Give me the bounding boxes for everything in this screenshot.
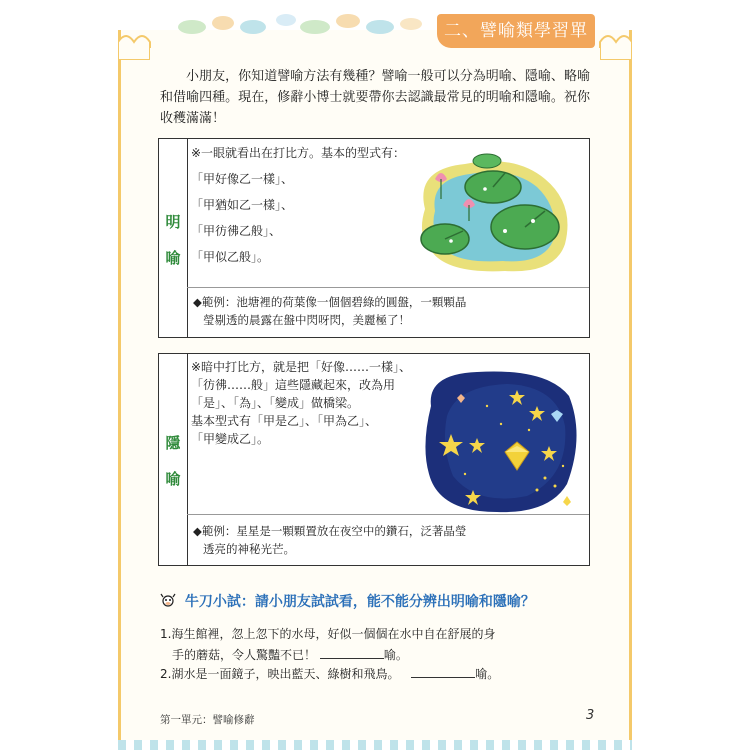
simile-example bbox=[193, 293, 581, 329]
metaphor-example bbox=[193, 522, 581, 558]
simile-form-1: 「甲好像乙一樣」、 bbox=[191, 172, 294, 186]
metaphor-example-line-1: ◆範例：星星是一顆顆置放在夜空中的鑽石，泛著晶瑩 bbox=[193, 524, 467, 538]
metaphor-line-5: 「甲變成乙」。 bbox=[191, 432, 270, 446]
simile-label-char-1: 明 bbox=[165, 213, 181, 231]
page-number: 3 bbox=[586, 708, 595, 723]
simile-form-3: 「甲彷彿乙般」、 bbox=[191, 224, 282, 238]
question-1-answer-blank[interactable] bbox=[320, 646, 384, 659]
question-1-suffix: 喻。 bbox=[383, 648, 408, 662]
metaphor-line-3: 「是」、「為」、「變成」做橋梁。 bbox=[191, 396, 360, 410]
question-1-line-2: 手的蘑菇，令人驚豔不已！ bbox=[172, 648, 317, 662]
metaphor-divider bbox=[187, 514, 589, 515]
simile-example-line-2: 瑩剔透的晨露在盤中閃呀閃，美麗極了！ bbox=[203, 313, 410, 327]
simile-form-2: 「甲猶如乙一樣」、 bbox=[191, 198, 294, 212]
metaphor-example-line-2: 透亮的神秘光芒。 bbox=[203, 542, 295, 556]
metaphor-side-column bbox=[159, 354, 188, 565]
simile-example-line-1: ◆範例：池塘裡的荷葉像一個個碧綠的圓盤，一顆顆晶 bbox=[193, 295, 467, 309]
metaphor-line-2: 「彷彿……般」這些隱藏起來，改為用 bbox=[191, 378, 396, 392]
intro-paragraph: 小朋友，你知道譬喻方法有幾種？譬喻一般可以分為明喻、隱喻、略喻和借喻四種。現在，修辭小博士就要帶你去認識最常見的明喻和隱喻。祝你收穫滿滿！ bbox=[160, 69, 590, 126]
question-1 bbox=[160, 624, 590, 666]
simile-divider bbox=[187, 287, 589, 288]
question-2-answer-blank[interactable] bbox=[411, 665, 475, 678]
simile-side-column bbox=[159, 139, 188, 337]
metaphor-line-4: 基本型式有「甲是乙」、「甲為乙」、 bbox=[191, 414, 378, 428]
trial-title: 牛刀小試：請小朋友試試看，能不能分辨出明喻和隱喻？ bbox=[184, 594, 535, 610]
worksheet-title-tab: 二、譬喻類學習單 bbox=[437, 14, 595, 48]
metaphor-label-char-1: 隱 bbox=[165, 434, 181, 452]
cow-icon bbox=[160, 592, 176, 608]
bottom-stripe-decoration bbox=[118, 740, 632, 750]
simile-lead: ※一眼就看出在打比方。基本的型式有： bbox=[191, 146, 406, 160]
simile-label-char-2: 喻 bbox=[165, 249, 181, 267]
trial-heading bbox=[160, 591, 535, 611]
simile-form-4: 「甲似乙般」。 bbox=[191, 250, 270, 264]
simile-box bbox=[158, 138, 590, 338]
metaphor-line-1: ※暗中打比方，就是把「好像……一樣」、 bbox=[191, 360, 412, 374]
chapter-footer: 第一單元：譬喻修辭 bbox=[160, 714, 255, 726]
question-2 bbox=[160, 664, 590, 685]
metaphor-box bbox=[158, 353, 590, 566]
question-1-line-1: 1.海生館裡，忽上忽下的水母，好似一個個在水中自在舒展的身 bbox=[160, 627, 496, 641]
question-2-suffix: 喻。 bbox=[475, 667, 500, 681]
lotus-pond-illustration bbox=[405, 149, 575, 279]
question-2-line-1: 2.湖水是一面鏡子，映出藍天、綠樹和飛鳥。 bbox=[160, 667, 400, 681]
starry-night-illustration bbox=[417, 366, 581, 516]
metaphor-label-char-2: 喻 bbox=[165, 470, 181, 488]
